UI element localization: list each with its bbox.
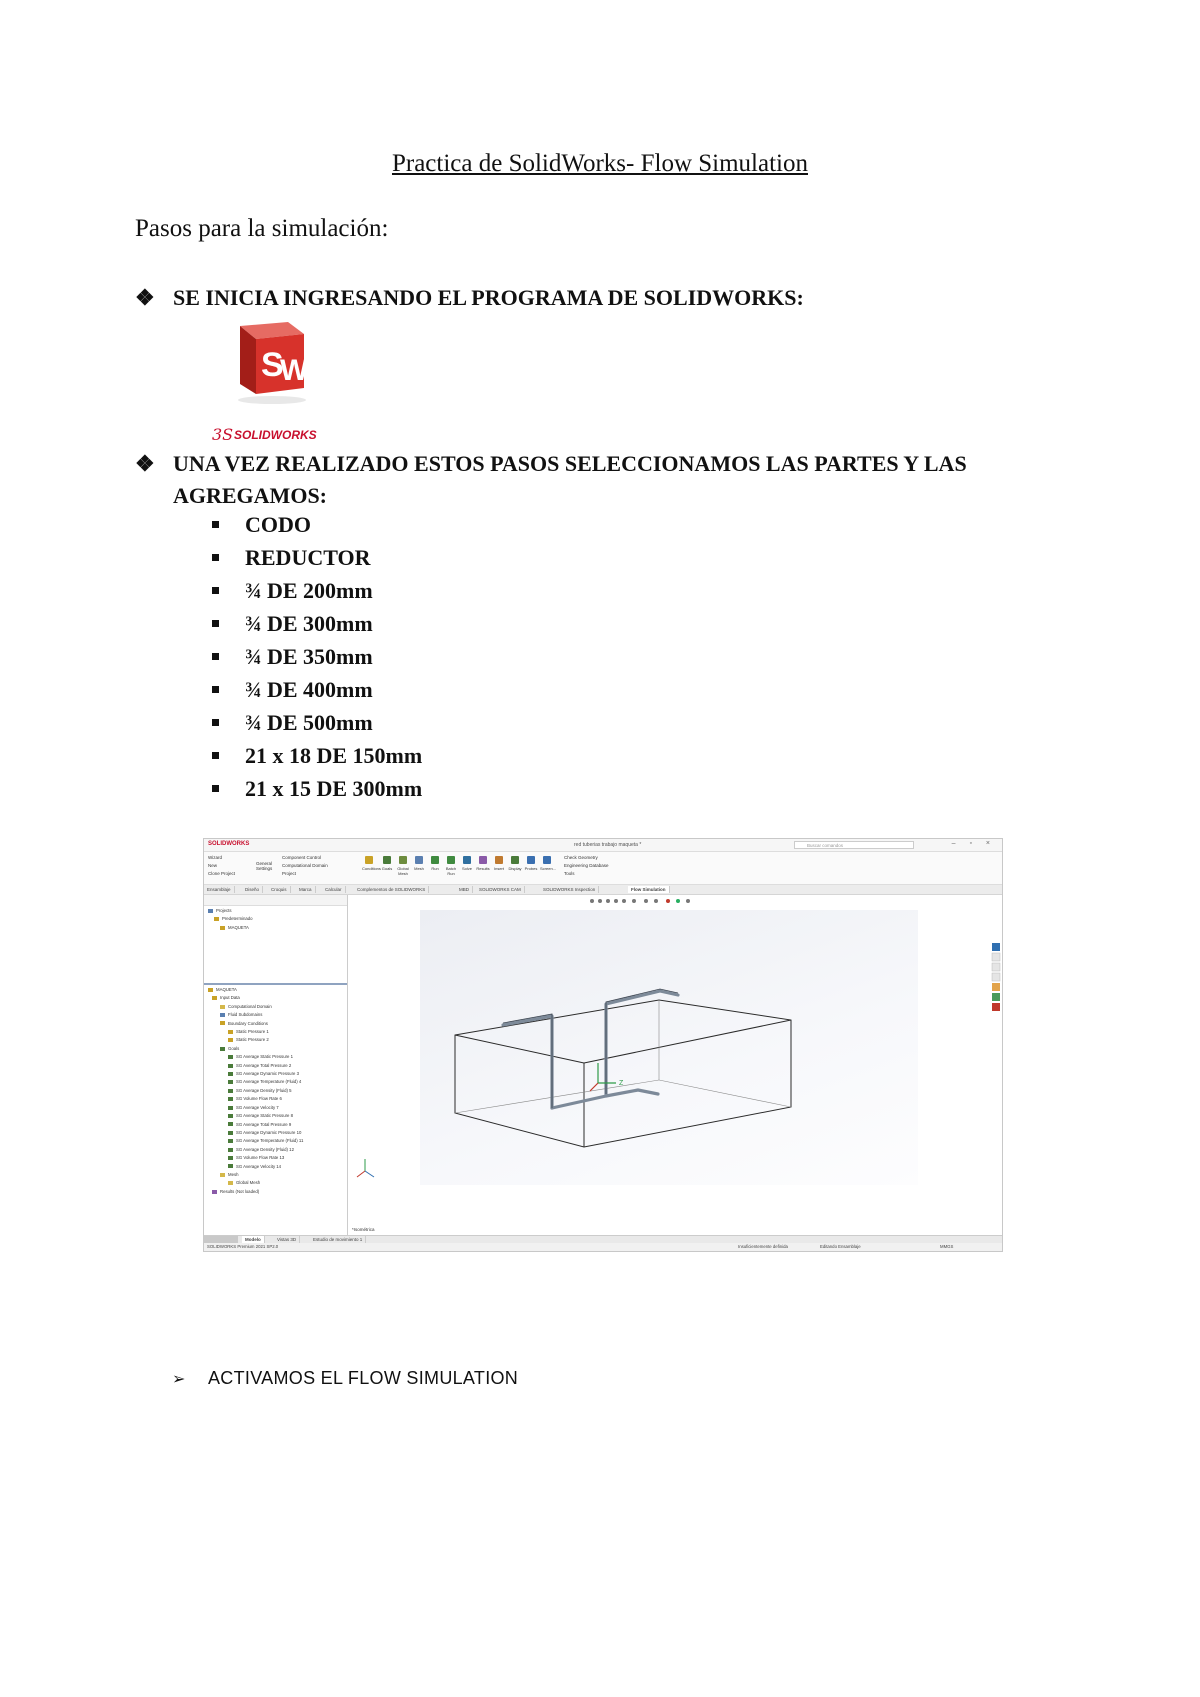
view-orientation-label: *Isométrica [352, 1227, 375, 1232]
svg-text:W: W [280, 354, 309, 387]
corner-axes-icon [357, 1159, 374, 1177]
tree-item[interactable]: Mesh [208, 1171, 303, 1179]
tree-item[interactable]: Results (Not loaded) [208, 1188, 303, 1196]
results-button[interactable]: Results [476, 856, 490, 878]
diamond-bullet-icon: ❖ [135, 285, 155, 310]
status-bar [204, 1243, 1002, 1251]
list-item: ¾ DE 200mm [212, 574, 422, 607]
probes-button[interactable]: Probes [524, 856, 538, 878]
status-version: SOLIDWORKS Premium 2021 SP2.0 [207, 1244, 279, 1249]
square-bullet-icon [212, 785, 219, 792]
app-brand: SOLIDWORKS [208, 841, 250, 847]
engineering-database-button[interactable]: Engineering Database [564, 863, 609, 868]
status-editing: Editando Ensamblaje [820, 1244, 861, 1249]
arrow-bullet-icon: ➢ [172, 1371, 186, 1388]
manager-tabs[interactable] [204, 895, 347, 906]
search-input[interactable]: Buscar comandos [794, 841, 914, 849]
tree-item[interactable]: Boundary Conditions [208, 1020, 303, 1028]
computational-domain-box [455, 1000, 791, 1147]
run-button[interactable]: Run [428, 856, 442, 878]
square-bullet-icon [212, 686, 219, 693]
analysis-tree [208, 986, 303, 1196]
final-step-text: ACTIVAMOS EL FLOW SIMULATION [208, 1368, 519, 1388]
step-2-text: UNA VEZ REALIZADO ESTOS PASOS SELECCIONAMOS LAS PARTES Y LAS AGREGAMOS: [173, 451, 967, 508]
component-control-button[interactable]: Component Control [282, 855, 322, 860]
check-geometry-button[interactable]: Check Geometry [564, 855, 598, 860]
square-bullet-icon [212, 620, 219, 627]
list-item: 21 x 18 DE 150mm [212, 739, 422, 772]
tree-item[interactable]: SG Average Total Pressure 9 [208, 1121, 303, 1129]
tree-item[interactable]: Computational Domain [208, 1003, 303, 1011]
tree-item[interactable]: Static Pressure 1 [208, 1028, 303, 1036]
tree-item[interactable]: SG Average Static Pressure 1 [208, 1053, 303, 1061]
step-1-text: SE INICIA INGRESANDO EL PROGRAMA DE SOLIDWORKS: [173, 285, 804, 310]
tree-item[interactable]: Input Data [208, 994, 303, 1002]
tree-item[interactable]: SG Average Velocity 7 [208, 1104, 303, 1112]
parts-list [212, 508, 422, 805]
tab-solidworks-inspection[interactable]: SOLIDWORKS Inspection [540, 886, 599, 893]
tab-calcular[interactable]: Calcular [322, 886, 346, 893]
feature-manager [204, 895, 348, 1235]
splitter[interactable] [204, 983, 347, 985]
square-bullet-icon [212, 653, 219, 660]
diamond-bullet-icon: ❖ [135, 451, 155, 476]
insert-button[interactable]: Insert [492, 856, 506, 878]
final-step [172, 1368, 518, 1389]
status-units[interactable]: MMGS [940, 1244, 954, 1249]
square-bullet-icon [212, 719, 219, 726]
tree-item[interactable]: Static Pressure 2 [208, 1036, 303, 1044]
tree-item[interactable]: Projects [208, 907, 253, 915]
tree-item[interactable]: SG Volume Flow Rate 6 [208, 1095, 303, 1103]
tab-flow-simulation[interactable]: Flow Simulation [628, 886, 670, 893]
tree-item[interactable]: SG Average Static Pressure 8 [208, 1112, 303, 1120]
list-item: REDUCTOR [212, 541, 422, 574]
view-toolbar-icon [590, 899, 690, 903]
general-settings-button[interactable]: General Settings [256, 861, 273, 871]
solidworks-logo [210, 318, 340, 443]
tab-modelo[interactable]: Modelo [242, 1236, 265, 1243]
project-tree [208, 907, 253, 932]
tree-item[interactable]: Predeterminado [208, 915, 253, 923]
project-button[interactable]: Project [282, 871, 297, 876]
command-tabs [204, 885, 1002, 895]
svg-text:3S: 3S [212, 425, 234, 443]
model-view [348, 895, 1002, 1235]
list-item: ¾ DE 400mm [212, 673, 422, 706]
step-2 [135, 448, 1075, 512]
graphics-area[interactable] [348, 895, 1002, 1235]
clone-project-button[interactable]: Clone Project [208, 871, 236, 876]
page-title: Practica de SolidWorks- Flow Simulation [391, 150, 808, 177]
window-controls[interactable]: – ▫ × [951, 840, 996, 847]
tab-diseno[interactable]: Diseño [242, 886, 263, 893]
svg-text:SOLIDWORKS: SOLIDWORKS [234, 428, 317, 442]
tree-item[interactable]: Global Mesh [208, 1179, 303, 1187]
conditions-button[interactable]: Conditions [362, 856, 376, 878]
tree-item[interactable]: SG Volume Flow Rate 13 [208, 1154, 303, 1162]
svg-text:S: S [261, 346, 284, 384]
square-bullet-icon [212, 752, 219, 759]
tree-item[interactable]: Goals [208, 1045, 303, 1053]
list-item: ¾ DE 350mm [212, 640, 422, 673]
tab-complementos[interactable]: Complementos de SOLIDWORKS [354, 886, 429, 893]
computational-domain-button[interactable]: Computational Domain [282, 863, 328, 868]
status-definition: Insuficientemente definida [738, 1244, 788, 1249]
tab-mbd[interactable]: MBD [456, 886, 473, 893]
title-bar [204, 839, 1002, 852]
tree-item[interactable]: SG Average Dynamic Pressure 10 [208, 1129, 303, 1137]
list-item: ¾ DE 300mm [212, 607, 422, 640]
tree-item[interactable]: MAQUETA [208, 986, 303, 994]
tab-vistas-3d[interactable]: Vistas 3D [274, 1236, 300, 1243]
tree-item[interactable]: SG Average Velocity 14 [208, 1163, 303, 1171]
tree-item[interactable]: SG Average Density (Fluid) 12 [208, 1146, 303, 1154]
tools-button[interactable]: Tools [564, 871, 575, 876]
square-bullet-icon [212, 521, 219, 528]
square-bullet-icon [212, 587, 219, 594]
square-bullet-icon [212, 554, 219, 561]
list-item: ¾ DE 500mm [212, 706, 422, 739]
ribbon [204, 852, 1002, 885]
tree-item[interactable]: SG Average Temperature (Fluid) 11 [208, 1137, 303, 1145]
tab-ensamblaje[interactable]: Ensamblaje [204, 886, 235, 893]
tree-item[interactable]: SG Average Dynamic Pressure 3 [208, 1070, 303, 1078]
step-1 [135, 282, 1075, 314]
solidworks-screenshot [203, 838, 1003, 1252]
intro-text: Pasos para la simulación: [135, 215, 389, 242]
screen-button[interactable]: Screen... [540, 856, 554, 878]
goals-button[interactable]: Goals [380, 856, 394, 878]
tab-marca[interactable]: Marca [296, 886, 316, 893]
tab-croquis[interactable]: Croquis [268, 886, 291, 893]
document-title: red tuberias trabajo maqueta * [574, 842, 642, 848]
new-button[interactable]: New [208, 863, 218, 868]
list-item: CODO [212, 508, 422, 541]
global-mesh-button[interactable]: Global Mesh [396, 856, 410, 878]
tree-item[interactable]: SG Average Total Pressure 2 [208, 1062, 303, 1070]
tree-item[interactable]: Fluid Subdomains [208, 1011, 303, 1019]
tab-solidworks-cam[interactable]: SOLIDWORKS CAM [476, 886, 525, 893]
svg-text:Z: Z [619, 1080, 624, 1087]
solve-button[interactable]: Solve [460, 856, 474, 878]
wizard-button[interactable]: Wizard [208, 855, 223, 860]
display-button[interactable]: Display [508, 856, 522, 878]
batch-run-button[interactable]: Batch Run [444, 856, 458, 878]
tree-item[interactable]: SG Average Density (Fluid) 5 [208, 1087, 303, 1095]
tab-estudio-movimiento[interactable]: Estudio de movimiento 1 [310, 1236, 366, 1243]
mesh-button[interactable]: Mesh [412, 856, 426, 878]
task-pane-icons [992, 943, 1000, 1011]
list-item: 21 x 15 DE 300mm [212, 772, 422, 805]
tree-item[interactable]: SG Average Temperature (Fluid) 4 [208, 1078, 303, 1086]
tree-item[interactable]: MAQUETA [208, 924, 253, 932]
